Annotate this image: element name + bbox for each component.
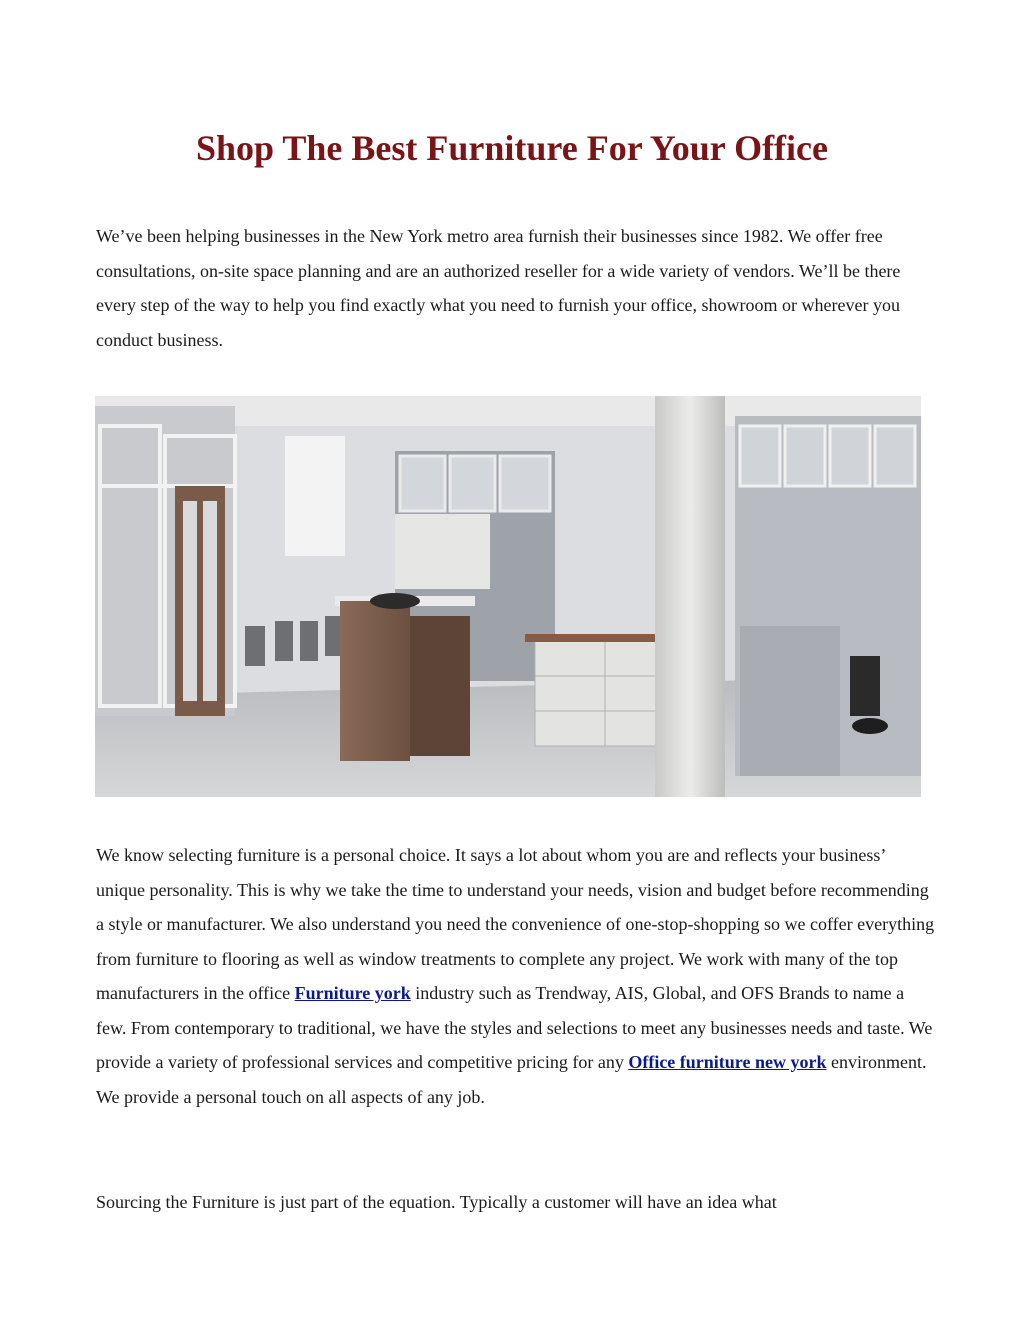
page-title: Shop The Best Furniture For Your Office	[195, 128, 829, 168]
services-text-part3: environment. We provide a personal touch on all aspects of any job.	[96, 1052, 927, 1107]
office-furniture-new-york-link[interactable]: Office furniture new york	[628, 1052, 827, 1072]
office-furniture-photo	[95, 396, 921, 797]
services-text-part2: industry such as Trendway, AIS, Global, and OFS Brands to name a few. From contemporary to traditional, we have the styles and selections to meet any businesses needs and taste. We provide a variety of professional services and competitive pricing for any	[96, 983, 933, 1072]
services-paragraph	[96, 838, 936, 1114]
sourcing-paragraph: Sourcing the Furniture is just part of the equation. Typically a customer will have an idea what	[96, 1192, 777, 1212]
services-text-part1: We know selecting furniture is a personal choice. It says a lot about whom you are and reflects your business’ unique personality. This is why we take the time to understand your needs, vision and budget before recommending a style or manufacturer. We also understand you need the convenience of one-stop-shopping so we coffer everything from furniture to flooring as well as window treatments to complete any project. We work with many of the top manufacturers in the office	[96, 845, 935, 1003]
intro-paragraph: We’ve been helping businesses in the New York metro area furnish their businesses since 1982. We offer free consultations, on-site space planning and are an authorized reseller for a wide variety of vendors. We’ll be there every step of the way to help you find exactly what you need to furnish your office, showroom or wherever you conduct business.	[96, 226, 901, 350]
furniture-york-link[interactable]: Furniture york	[294, 983, 411, 1003]
office-interior-illustration	[95, 396, 921, 797]
